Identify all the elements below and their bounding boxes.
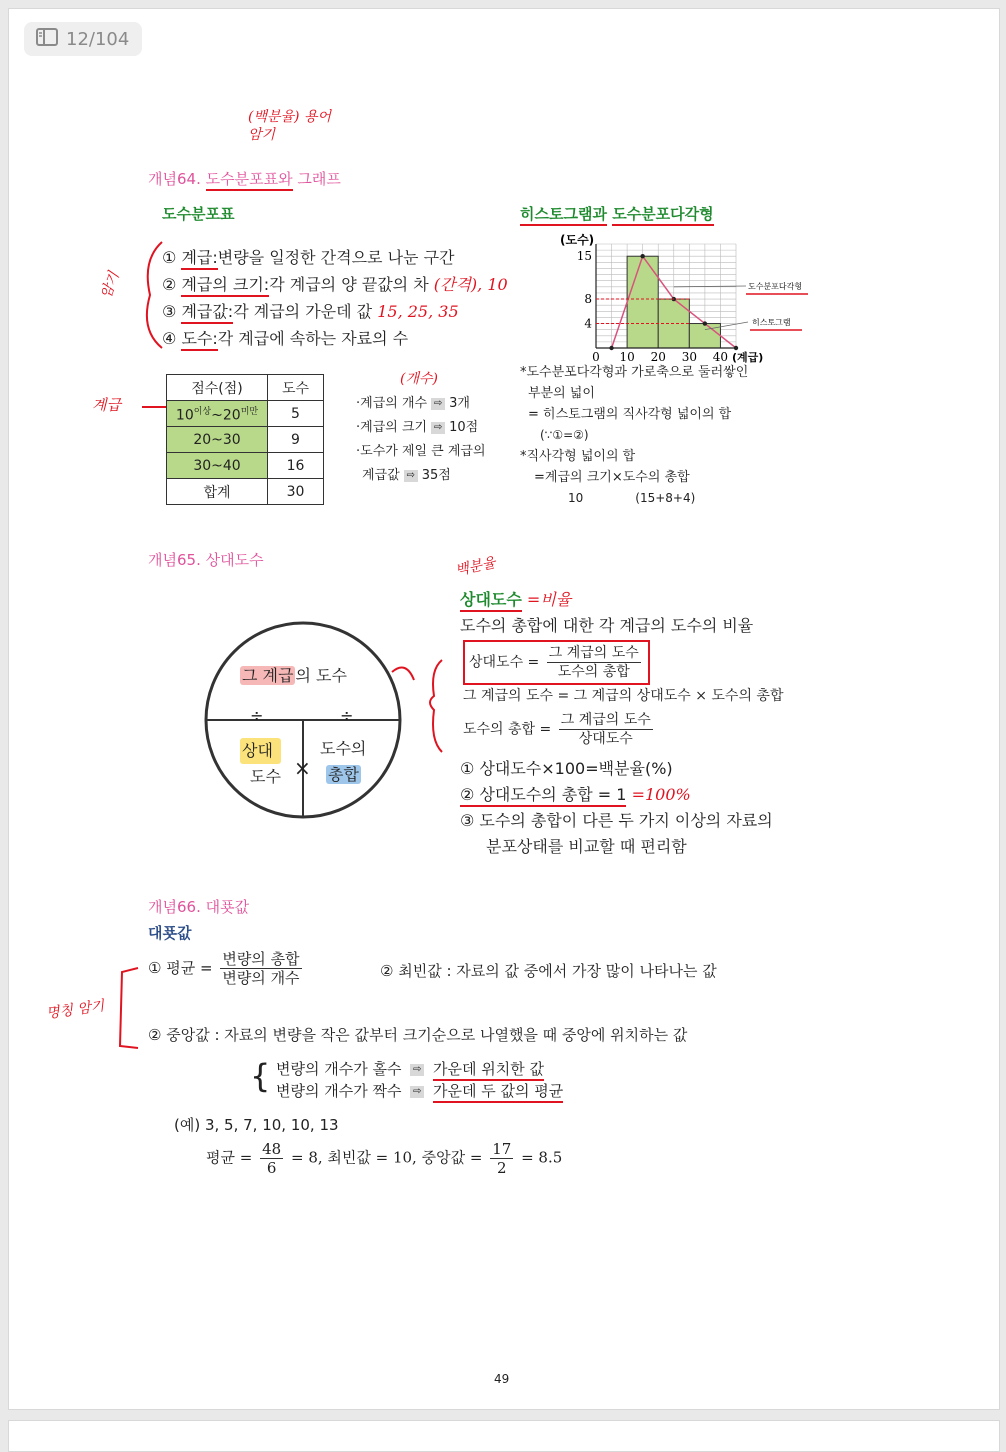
relfreq-heading: 상대도수 =비율 (460, 587, 571, 610)
definition-item: ② 계급의 크기:각 계급의 양 끝값의 차 (간격), 10 (162, 271, 508, 298)
arrow-icon: ⇨ (404, 470, 418, 482)
x-tick-label: 40 (712, 350, 729, 364)
table-cell: 합계 (167, 479, 268, 505)
page-number: 49 (494, 1372, 510, 1386)
mode-definition: ② 최빈값 : 자료의 값 중에서 가장 많이 나타나는 값 (380, 962, 717, 980)
concept66-title: 개념66. 대푯값 (148, 898, 250, 916)
definition-item: ④ 도수:각 계급에 속하는 자료의 수 (162, 325, 508, 352)
circle-right: 도수의 총합 (320, 739, 367, 784)
divide-icon: ÷ (250, 706, 264, 725)
legend-histogram: 히스토그램 (752, 318, 791, 327)
x-tick-label: 10 (619, 350, 635, 364)
table-header: 도수 (268, 375, 324, 401)
table-notes (356, 392, 486, 488)
table-cell: 30~40 (167, 453, 268, 479)
annotation-memorize-names: 명칭 암기 (45, 998, 106, 1023)
histogram-chart (556, 230, 816, 365)
freq-table-heading: 도수분포표 (162, 205, 235, 223)
definition-item: ① 계급:변량을 일정한 간격으로 나눈 구간 (162, 244, 508, 271)
legend-polygon: 도수분포다각형 (748, 282, 803, 291)
table-row (167, 453, 324, 479)
concept65-title: 개념65. 상대도수 (148, 551, 264, 569)
x-tick-label: 0 (592, 350, 600, 364)
table-row (167, 479, 324, 505)
formula-relfreq: 상대도수 = $\frac{\text{그 계급의 도수}}{\text{도수의 총합}}$ (463, 640, 650, 685)
chart-heading: 히스토그램과 도수분포다각형 (520, 203, 714, 224)
formula-freq: 그 계급의 도수 = 그 계급의 상대도수 × 도수의 총합 (463, 688, 784, 704)
times-icon: × (294, 756, 311, 780)
definition-item: ③ 계급값:각 계급의 가운데 값 15, 25, 35 (162, 298, 508, 325)
median-case: 변량의 개수가 짝수 ⇨ 가운데 두 값의 평균 (276, 1080, 563, 1102)
concept64-tail: 그래프 (297, 170, 341, 188)
property-item: ③ 도수의 총합이 다른 두 가지 이상의 자료의 (460, 811, 773, 830)
table-cell: $10^{이상}\sim 20^{미만}$ (167, 401, 268, 427)
note-item: 계급값 ⇨ 35점 (362, 468, 451, 483)
polygon-point (703, 321, 707, 325)
example-data: (예) 3, 5, 7, 10, 10, 13 (174, 1116, 339, 1134)
arrow-icon: ⇨ (431, 398, 445, 410)
relation-circle (203, 620, 403, 820)
median-cases (276, 1058, 563, 1102)
relfreq-definition: 도수의 총합에 대한 각 계급의 도수의 비율 (460, 616, 754, 635)
chart-note: *직사각형 넓이의 합 (520, 449, 636, 464)
concept64-number: 개념64. (148, 170, 201, 188)
sidebar-toggle-icon[interactable] (36, 28, 58, 51)
table-row (167, 427, 324, 453)
x-axis-label: (계급) (732, 351, 764, 364)
chart-note: 부분의 넓이 (528, 386, 595, 401)
property-item: 분포상태를 비교할 때 편리함 (486, 837, 687, 856)
arrow-icon: ⇨ (410, 1064, 424, 1076)
median-case: 변량의 개수가 홀수 ⇨ 가운데 위치한 값 (276, 1058, 563, 1080)
definitions-list (162, 244, 508, 352)
chart-note: (∵①=②) (540, 428, 589, 442)
table-cell: 20~30 (167, 427, 268, 453)
x-tick-label: 30 (681, 350, 697, 364)
annotation-memorize: 암기 (98, 269, 123, 301)
representative-heading: 대푯값 (148, 924, 192, 942)
table-cell: 9 (268, 427, 324, 453)
y-axis-label: (도수) (560, 233, 595, 247)
annotation-percent: 백분율 (453, 554, 498, 580)
y-tick-label: 8 (584, 292, 592, 307)
chart-note: =계급의 크기×도수의 총합 (534, 470, 690, 485)
page-indicator[interactable] (24, 22, 142, 56)
circle-left: 상대 도수 (240, 738, 281, 790)
annotation-count: (개수) (400, 371, 438, 387)
polygon-point (640, 254, 644, 258)
histogram-bar (689, 324, 720, 348)
arrow-icon: ⇨ (410, 1086, 424, 1098)
note-item: ·도수가 제일 큰 계급의 (356, 444, 486, 459)
next-page-edge (8, 1420, 1000, 1452)
chart-note: *도수분포다각형과 가로축으로 둘러쌓인 (520, 365, 749, 380)
divide-icon: ÷ (340, 706, 354, 725)
annotation-bracket (112, 966, 142, 1050)
median-definition: ② 중앙값 : 자료의 변량을 작은 값부터 크기순으로 나열했을 때 중앙에 위치하는 값 (148, 1026, 688, 1044)
formula-total: 도수의 총합 = $\frac{\text{그 계급의 도수}}{\text{상대도수}}$ (463, 712, 651, 747)
table-cell: 30 (268, 479, 324, 505)
chart-notes (520, 362, 748, 509)
table-header: 점수(점) (167, 375, 268, 401)
chart-note: = 히스토그램의 직사각형 넓이의 합 (528, 407, 732, 422)
property-item: ① 상대도수×100=백분율(%) (460, 759, 673, 778)
mean-formula: ① 평균 = $\frac{\text{변량의 총합}}{\text{변량의 개수}}$ (148, 950, 300, 987)
frequency-table (166, 374, 324, 505)
concept64-main: 도수분포표와 (206, 170, 293, 191)
annotation-top: (백분율) 용어 암기 (248, 109, 331, 143)
note-item: ·계급의 개수 ⇨ 3개 (356, 396, 470, 411)
x-tick-label: 20 (650, 350, 666, 364)
circle-top: 그 계급 의 도수 (242, 666, 347, 685)
page-indicator-text: 12/104 (66, 28, 130, 50)
table-row (167, 401, 324, 427)
annotation-curve (390, 640, 450, 760)
example-calc: 평균 = $\frac{48}{6}$ = 8, 최빈값 = 10, 중앙값 = $\frac{17}{2}$ = 8.5 (206, 1140, 563, 1177)
note-item: ·계급의 크기 ⇨ 10점 (356, 420, 479, 435)
brace-icon: { (250, 1057, 271, 1095)
table-cell: 16 (268, 453, 324, 479)
chart-note: 10 (15+8+4) (568, 491, 696, 505)
relfreq-properties (460, 756, 773, 860)
y-tick-label: 4 (584, 316, 592, 331)
y-tick-label: 15 (576, 249, 592, 264)
annotation-class: 계급 (92, 396, 121, 414)
document-page (8, 8, 1000, 1410)
table-cell: 5 (268, 401, 324, 427)
concept64-title (148, 168, 341, 189)
arrow-icon: ⇨ (431, 422, 445, 434)
property-item: ② 상대도수의 총합 = 1 =100% (460, 782, 773, 808)
